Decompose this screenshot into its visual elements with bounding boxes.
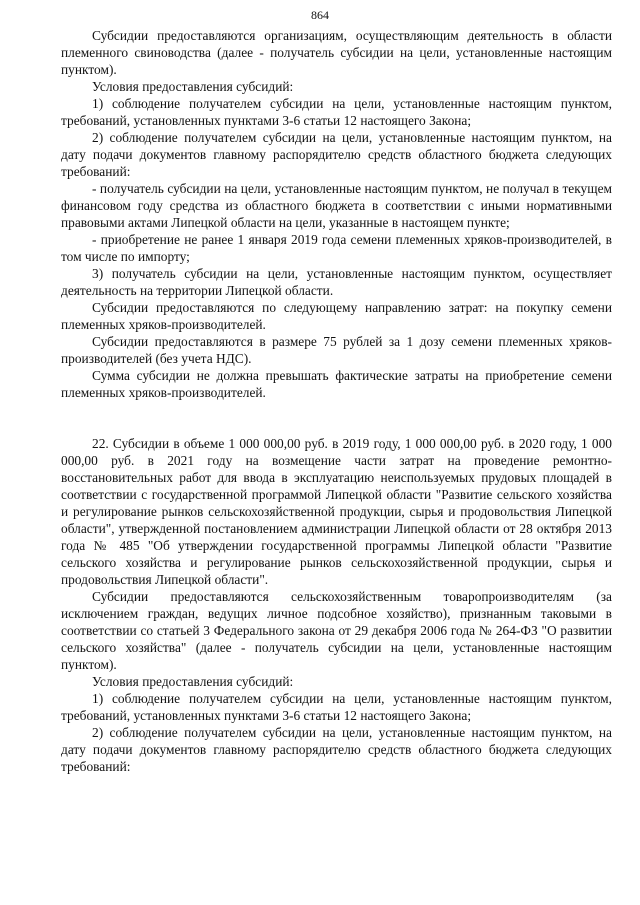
paragraph: 2) соблюдение получателем субсидии на цели, установленные настоящим пунктом, на дату подачи документов главному распорядителю средств областного бюджета следующих требований: [61, 725, 612, 774]
paragraph: Условия предоставления субсидий: [92, 674, 294, 689]
paragraph: - приобретение не ранее 1 января 2019 года семени племенных хряков-производителей, в том числе по импорту; [61, 232, 612, 264]
paragraph: Субсидии предоставляются сельскохозяйственным товаропроизводителям (за исключением граждан, ведущих личное подсобное хозяйство), признанным таковыми в соответствии со статьей 3 Федерального закона от 29 декабря 2006 года № 264-ФЗ "О развитии сельского хозяйства" (далее - получатель субсидии на цели, установленные настоящим пунктом). [61, 589, 612, 672]
paragraph: 1) соблюдение получателем субсидии на цели, установленные настоящим пунктом, требований, установленных пунктами 3-6 статьи 12 настоящего Закона; [61, 96, 612, 128]
paragraph: Субсидии предоставляются в размере 75 рублей за 1 дозу семени племенных хряков-производителей (без учета НДС). [61, 334, 612, 366]
paragraph: Сумма субсидии не должна превышать фактические затраты на приобретение семени племенных хряков-производителей. [61, 368, 612, 400]
paragraph: Условия предоставления субсидий: [92, 79, 294, 94]
paragraph: 3) получатель субсидии на цели, установленные настоящим пунктом, осуществляет деятельность на территории Липецкой области. [61, 266, 612, 298]
paragraph: 1) соблюдение получателем субсидии на цели, установленные настоящим пунктом, требований, установленных пунктами 3-6 статьи 12 настоящего Закона; [61, 691, 612, 723]
section-spacer [61, 401, 612, 435]
paragraph: 2) соблюдение получателем субсидии на цели, установленные настоящим пунктом, на дату подачи документов главному распорядителю средств областного бюджета следующих требований: [61, 130, 612, 179]
page-number: 864 [311, 8, 329, 22]
document-body [61, 27, 612, 775]
paragraph: 22. Субсидии в объеме 1 000 000,00 руб. в 2019 году, 1 000 000,00 руб. в 2020 году, 1 000 000,00 руб. в 2021 году на возмещение части затрат на проведение ремонтно-восстановительных работ для ввода в эксплуатацию неиспользуемых прудовых площадей в соответствии с государственной программой Липецкой области "Развитие сельского хозяйства и регулирование рынков сельскохозяйственной продукции, сырья и продовольствия Липецкой области", утвержденной постановлением администрации Липецкой области от 28 октября 2013 года № 485 "Об утверждении государственной программы Липецкой области "Развитие сельского хозяйства и регулирование рынков сельскохозяйственной продукции, сырья и продовольствия Липецкой области". [61, 436, 612, 587]
paragraph: - получатель субсидии на цели, установленные настоящим пунктом, не получал в текущем финансовом году средства из областного бюджета в соответствии с иными нормативными правовыми актами Липецкой области на цели, указанные в настоящем пункте; [61, 181, 612, 230]
paragraph: Субсидии предоставляются по следующему направлению затрат: на покупку семени племенных хряков-производителей. [61, 300, 612, 332]
paragraph: Субсидии предоставляются организациям, осуществляющим деятельность в области племенного свиноводства (далее - получатель субсидии на цели, установленные настоящим пунктом). [61, 28, 612, 77]
